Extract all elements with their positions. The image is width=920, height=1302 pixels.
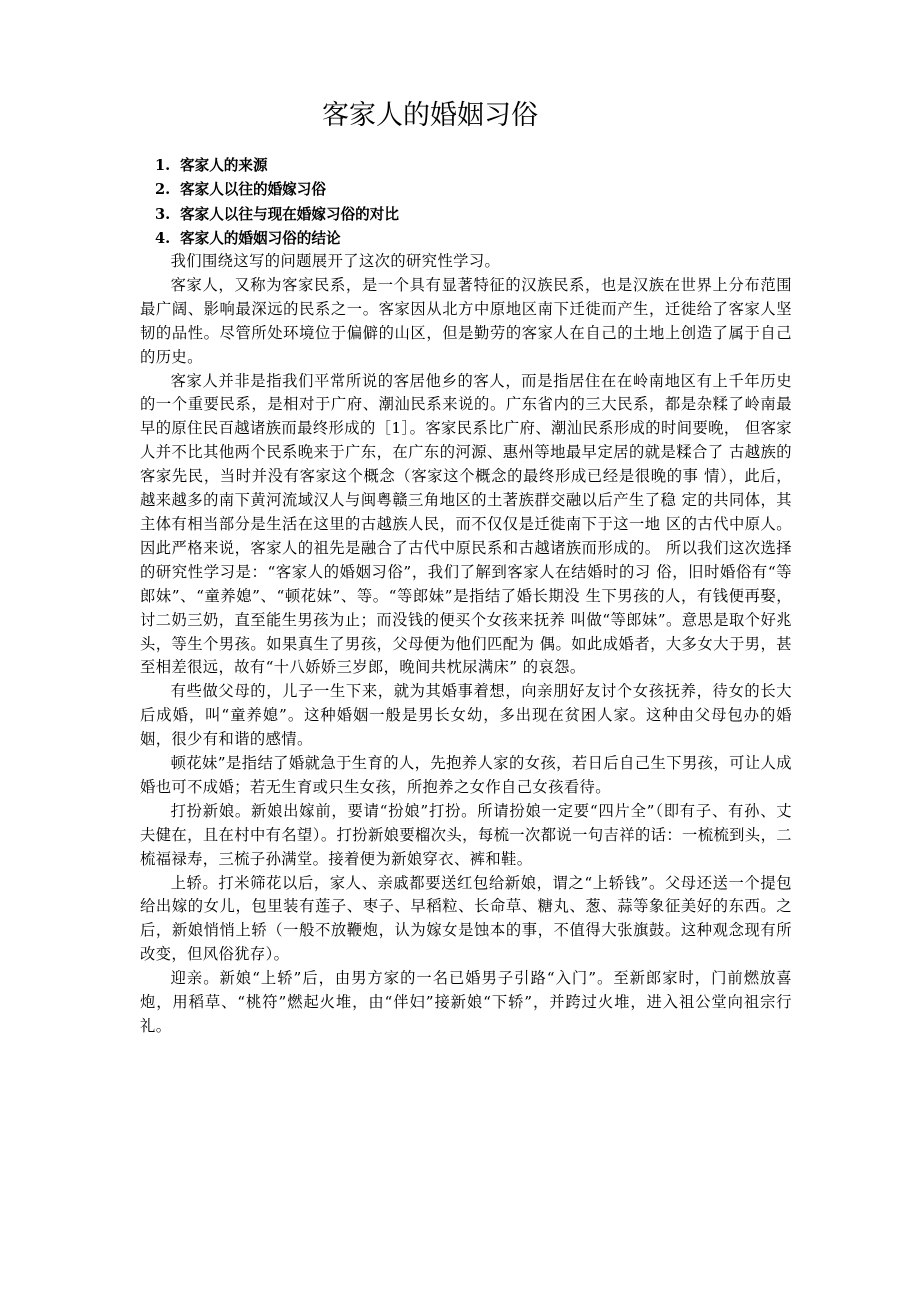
outline-text: 客家人以往的婚嫁习俗 [180,181,326,199]
paragraph-welcoming-bride: 迎亲。新娘“上轿”后，由男方家的一名已婚男子引路“入门”。至新郎家时，门前燃放喜炮，用稻草、“桃符”燃起火堆，由“伴妇”接新娘“下轿”，并跨过火堆，进入祖公堂向祖宗行礼。 [140,969,792,1035]
outline-number: 3. [155,205,171,223]
body-text [140,250,792,1039]
paragraph-dressing-bride: 打扮新娘。新娘出嫁前，要请“扮娘”打扮。所请扮娘一定要“四片全”（即有子、有孙、丈夫健在，且在村中有名望）。打扮新娘要榴次头，每梳一次都说一句吉祥的话：一梳梳到头，二梳福禄寿，三梳子孙满堂。接着便为新娘穿衣、裤和鞋。 [140,801,792,868]
paragraph-boarding-sedan: 上轿。打米筛花以后，家人、亲戚都要送红包给新娘，谓之“上轿钱”。父母还送一个提包给出嫁的女儿，包里装有莲子、枣子、早稻粒、长命草、糖丸、葱、蒜等象征美好的东西。之后，新娘悄悄上轿（一般不放鞭炮，认为嫁女是蚀本的事，不值得大张旗鼓。这种观念现有所改变，但风俗犹存）。 [140,873,792,964]
outline-number: 4. [155,229,171,247]
outline-text: 客家人的婚姻习俗的结论 [180,229,341,247]
outline-item [155,227,399,251]
document-title: 客家人的婚姻习俗 [322,100,538,131]
outline-text: 客家人以往与现在婚嫁习俗的对比 [180,205,399,223]
outline-text: 客家人的来源 [180,157,268,174]
outline-number: 2. [155,181,171,199]
paragraph-child-bride: 有些做父母的，儿子一生下来，就为其婚事着想，向亲朋好友讨个女孩抚养，待女的长大后成婚，叫“童养媳”。这种婚姻一般是男长女幼，多出现在贫困人家。这种由父母包办的婚姻，很少有和谐的感情。 [140,682,792,749]
intro-paragraph: 我们围绕这写的问题展开了这次的研究性学习。 [170,252,501,270]
paragraph-hakka-definition: 客家人，又称为客家民系，是一个具有显著特征的汉族民系，也是汉族在世界上分布范围最广阔、影响最深远的民系之一。客家因从北方中原地区南下迁徙而产生，迁徙给了客家人坚韧的品性。尽管所处环境位于偏僻的山区，但是勤劳的客家人在自己的土地上创造了属于自己的历史。 [140,275,792,366]
outline-item [155,203,399,227]
outline-list [155,154,399,251]
paragraph-hakka-origin: 客家人并非是指我们平常所说的客居他乡的客人，而是指居住在在岭南地区有上千年历史的一个重要民系，是相对于广府、潮汕民系来说的。广东省内的三大民系，都是杂糅了岭南最早的原住民百越诸族而最终形成的［1］。客家民系比广府、潮汕民系形成的时间要晚， 但客家人并不比其他两个民系晚来于广东，在广东的河源、惠州等地最早定居的就是糅合了 古越族的客家先民，当时并没有客家这个概念（客家这个概念的最终形成已经是很晚的事 情），此后，越来越多的南下黄河流域汉人与闽粤赣三角地区的土著族群交融以后产生了稳 定的共同体，其主体有相当部分是生活在这里的古越族人民，而不仅仅是迁徙南下于这一地 区的古代中原人。因此严格来说，客家人的祖先是融合了古代中原民系和古越诸族而形成的。 所以我们这次选择的研究性学习是：“客家人的婚姻习俗”，我们了解到客家人在结婚时的习 俗，旧时婚俗有“等郎妹”、“童养媳”、“顿花妹”、等。“等郎妹”是指结了婚长期没 生下男孩的人，有钱便再娶，讨二奶三奶，直至能生男孩为止；而没钱的便买个女孩来抚养 叫做“等郎妹”。意思是取个好兆头，等生个男孩。如果真生了男孩，父母便为他们匹配为 偶。如此成婚者，大多女大于男，甚至相差很远，故有“十八娇娇三岁郎，晚间共枕尿满床” 的哀怨。 [140,371,792,677]
outline-item [155,178,399,202]
paragraph-dun-hua-mei: 顿花妹”是指结了婚就急于生育的人，先抱养人家的女孩，若日后自己生下男孩，可让人成婚也可不成婚；若无生育或只生女孩，所抱养之女作自己女孩看待。 [140,754,792,796]
outline-number: 1. [155,157,171,174]
outline-item [155,154,399,178]
